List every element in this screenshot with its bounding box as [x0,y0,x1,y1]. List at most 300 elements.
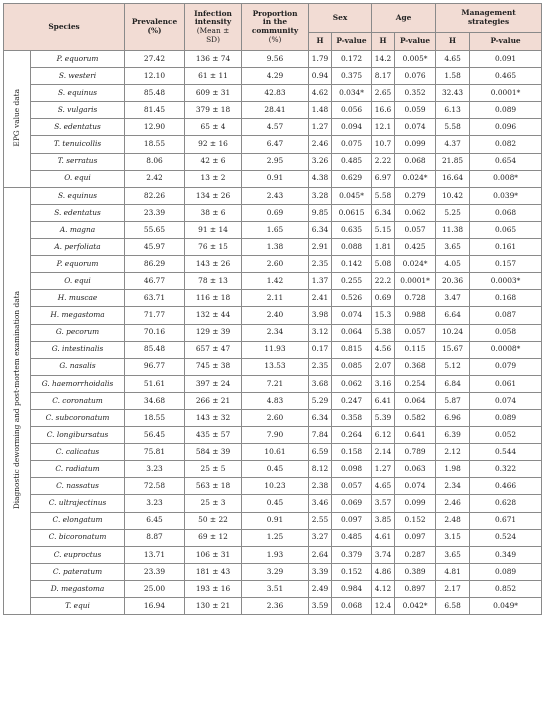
table-row [4,307,542,324]
species-cell: G. haemorrhoidalis [31,375,125,392]
sex-h-cell: 1.48 [309,102,332,119]
proportion-cell: 4.57 [242,119,309,136]
sex-p-cell: 0.815 [332,341,372,358]
intensity-cell: 116 ± 18 [185,290,242,307]
age-h-cell: 5.38 [372,324,395,341]
management-p-cell: 0.065 [470,221,542,238]
sex-h-cell: 1.37 [309,273,332,290]
table-row [4,461,542,478]
prevalence-cell: 3.23 [125,495,185,512]
age-p-cell: 0.068 [395,153,436,170]
species-cell: O. equi [31,170,125,187]
management-h-cell: 6.64 [436,307,470,324]
intensity-cell: 78 ± 13 [185,273,242,290]
proportion-cell: 2.95 [242,153,309,170]
management-p-cell: 0.096 [470,119,542,136]
intensity-header [185,4,242,51]
prevalence-cell: 81.45 [125,102,185,119]
prevalence-cell: 85.48 [125,85,185,102]
management-h-cell: 4.05 [436,256,470,273]
sex-p-cell: 0.526 [332,290,372,307]
management-h-cell: 6.84 [436,375,470,392]
age-p-cell: 0.042* [395,598,436,615]
prevalence-cell: 63.71 [125,290,185,307]
age-p-cell: 0.099 [395,136,436,153]
proportion-cell: 2.40 [242,307,309,324]
age-p-header: P-value [395,33,436,51]
sex-h-cell: 3.46 [309,495,332,512]
sex-h-cell: 3.12 [309,324,332,341]
table-row [4,221,542,238]
sex-p-cell: 0.485 [332,153,372,170]
intensity-cell: 25 ± 5 [185,461,242,478]
table-row [4,119,542,136]
proportion-cell: 1.42 [242,273,309,290]
management-h-cell: 1.58 [436,68,470,85]
intensity-cell: 745 ± 38 [185,358,242,375]
proportion-header-line2: in the [262,17,288,27]
intensity-header-line3: (Mean ± [196,26,230,35]
age-h-cell: 3.74 [372,546,395,563]
management-h-cell: 2.17 [436,580,470,597]
prevalence-cell: 96.77 [125,358,185,375]
intensity-cell: 69 ± 12 [185,529,242,546]
sex-p-cell: 0.056 [332,102,372,119]
sex-h-cell: 6.34 [309,409,332,426]
intensity-cell: 143 ± 32 [185,409,242,426]
age-p-cell: 0.057 [395,324,436,341]
prevalence-header [125,4,185,51]
sex-p-cell: 0.247 [332,392,372,409]
management-p-cell: 0.074 [470,392,542,409]
management-h-cell: 2.12 [436,444,470,461]
sex-header: Sex [309,4,372,33]
age-h-cell: 2.07 [372,358,395,375]
species-cell: S. edentatus [31,204,125,221]
age-p-cell: 0.005* [395,51,436,68]
intensity-cell: 609 ± 31 [185,85,242,102]
table-row [4,409,542,426]
management-p-cell: 0.068 [470,204,542,221]
management-h-cell: 20.36 [436,273,470,290]
management-p-cell: 0.039* [470,187,542,204]
species-cell: P. equorum [31,51,125,68]
sex-h-cell: 7.84 [309,427,332,444]
prevalence-cell: 71.77 [125,307,185,324]
proportion-cell: 2.11 [242,290,309,307]
management-p-cell: 0.0001* [470,85,542,102]
sex-h-cell: 3.28 [309,187,332,204]
prevalence-cell: 18.55 [125,409,185,426]
management-p-cell: 0.049* [470,598,542,615]
proportion-header [242,4,309,51]
management-h-cell: 21.85 [436,153,470,170]
sex-p-cell: 0.088 [332,239,372,256]
prevalence-cell: 2.42 [125,170,185,187]
management-p-cell: 0.524 [470,529,542,546]
management-p-cell: 0.082 [470,136,542,153]
sex-h-cell: 2.38 [309,478,332,495]
proportion-cell: 3.29 [242,563,309,580]
sex-p-cell: 0.045* [332,187,372,204]
sex-p-header: P-value [332,33,372,51]
table-row [4,529,542,546]
prevalence-cell: 51.61 [125,375,185,392]
age-p-cell: 0.897 [395,580,436,597]
sex-h-cell: 1.27 [309,119,332,136]
group-label-cell [4,187,31,614]
sex-h-cell: 2.46 [309,136,332,153]
species-cell: S. equinus [31,187,125,204]
age-h-cell: 3.85 [372,512,395,529]
table-row [4,187,542,204]
proportion-cell: 0.91 [242,512,309,529]
intensity-cell: 61 ± 11 [185,68,242,85]
proportion-header-line3: community [251,26,299,35]
age-p-cell: 0.076 [395,68,436,85]
species-cell: S. vulgaris [31,102,125,119]
management-h-cell: 10.24 [436,324,470,341]
age-h-cell: 1.27 [372,461,395,478]
intensity-cell: 136 ± 74 [185,51,242,68]
age-h-cell: 5.39 [372,409,395,426]
sex-h-cell: 2.41 [309,290,332,307]
prevalence-header-line1: Prevalence [131,17,178,27]
sex-h-cell: 3.98 [309,307,332,324]
management-h-cell: 5.87 [436,392,470,409]
sex-p-cell: 0.629 [332,170,372,187]
table-row [4,239,542,256]
age-p-cell: 0.279 [395,187,436,204]
age-p-cell: 0.062 [395,204,436,221]
species-cell: S. edentatus [31,119,125,136]
proportion-header-line4: (%) [268,34,282,44]
management-h-cell: 6.39 [436,427,470,444]
age-p-cell: 0.789 [395,444,436,461]
species-header: Species [4,4,125,51]
table-row [4,546,542,563]
management-p-cell: 0.322 [470,461,542,478]
sex-h-cell: 3.68 [309,375,332,392]
sex-h-cell: 3.27 [309,529,332,546]
sex-p-cell: 0.094 [332,119,372,136]
prevalence-cell: 12.90 [125,119,185,136]
sex-p-cell: 0.075 [332,136,372,153]
group-label: EPG value data [11,88,21,147]
prevalence-cell: 55.65 [125,221,185,238]
intensity-cell: 193 ± 16 [185,580,242,597]
prevalence-cell: 86.29 [125,256,185,273]
management-p-cell: 0.089 [470,102,542,119]
sex-h-cell: 2.55 [309,512,332,529]
management-p-cell: 0.091 [470,51,542,68]
table-row [4,358,542,375]
age-h-cell: 22.2 [372,273,395,290]
sex-h-cell: 4.38 [309,170,332,187]
species-cell: C. subcoronatum [31,409,125,426]
age-p-cell: 0.115 [395,341,436,358]
sex-p-cell: 0.097 [332,512,372,529]
species-cell: O. equi [31,273,125,290]
sex-p-cell: 0.085 [332,358,372,375]
prevalence-cell: 16.94 [125,598,185,615]
species-cell: D. megastoma [31,580,125,597]
table-row [4,204,542,221]
table-row [4,256,542,273]
management-p-cell: 0.079 [470,358,542,375]
management-p-cell: 0.852 [470,580,542,597]
table-row [4,102,542,119]
sex-h-cell: 2.35 [309,358,332,375]
species-cell: G. intestinalis [31,341,125,358]
intensity-cell: 13 ± 2 [185,170,242,187]
age-p-cell: 0.057 [395,221,436,238]
species-cell: C. calicatus [31,444,125,461]
table-row [4,170,542,187]
management-h-cell: 4.81 [436,563,470,580]
species-cell: S. westeri [31,68,125,85]
table-row [4,375,542,392]
age-p-cell: 0.582 [395,409,436,426]
sex-h-cell: 6.59 [309,444,332,461]
sex-h-header: H [309,33,332,51]
proportion-cell: 0.69 [242,204,309,221]
proportion-cell: 10.61 [242,444,309,461]
species-cell: H. muscae [31,290,125,307]
intensity-cell: 181 ± 43 [185,563,242,580]
age-p-cell: 0.064 [395,392,436,409]
table-row [4,136,542,153]
management-h-cell: 1.98 [436,461,470,478]
age-h-header: H [372,33,395,51]
group-label-cell [4,51,31,188]
species-cell: A. magna [31,221,125,238]
intensity-cell: 38 ± 6 [185,204,242,221]
prevalence-cell: 23.39 [125,204,185,221]
management-h-cell: 16.64 [436,170,470,187]
proportion-cell: 1.38 [242,239,309,256]
management-p-cell: 0.628 [470,495,542,512]
age-h-cell: 4.56 [372,341,395,358]
species-cell: A. perfoliata [31,239,125,256]
age-p-cell: 0.024* [395,170,436,187]
age-p-cell: 0.152 [395,512,436,529]
proportion-cell: 1.93 [242,546,309,563]
sex-h-cell: 1.79 [309,51,332,68]
age-h-cell: 2.65 [372,85,395,102]
intensity-cell: 563 ± 18 [185,478,242,495]
species-cell: G. pecorum [31,324,125,341]
management-header-line1: Management [461,8,516,18]
age-h-cell: 4.65 [372,478,395,495]
age-h-cell: 3.57 [372,495,395,512]
proportion-header-line1: Proportion [252,8,298,18]
intensity-cell: 92 ± 16 [185,136,242,153]
management-h-cell: 5.58 [436,119,470,136]
sex-h-cell: 2.35 [309,256,332,273]
table-row [4,153,542,170]
sex-p-cell: 0.0615 [332,204,372,221]
sex-h-cell: 3.26 [309,153,332,170]
intensity-cell: 143 ± 26 [185,256,242,273]
sex-h-cell: 8.12 [309,461,332,478]
table-row [4,478,542,495]
intensity-cell: 129 ± 39 [185,324,242,341]
age-h-cell: 5.58 [372,187,395,204]
sex-p-cell: 0.057 [332,478,372,495]
prevalence-cell: 23.39 [125,563,185,580]
intensity-cell: 132 ± 44 [185,307,242,324]
age-h-cell: 2.14 [372,444,395,461]
sex-p-cell: 0.069 [332,495,372,512]
intensity-cell: 42 ± 6 [185,153,242,170]
management-h-cell: 5.25 [436,204,470,221]
sex-h-cell: 4.62 [309,85,332,102]
age-p-cell: 0.074 [395,478,436,495]
prevalence-cell: 46.77 [125,273,185,290]
prevalence-cell: 13.71 [125,546,185,563]
management-p-cell: 0.157 [470,256,542,273]
age-p-cell: 0.099 [395,495,436,512]
intensity-cell: 25 ± 3 [185,495,242,512]
proportion-cell: 11.93 [242,341,309,358]
table-row [4,512,542,529]
management-h-cell: 2.48 [436,512,470,529]
management-h-cell: 6.96 [436,409,470,426]
species-cell: C. elongatum [31,512,125,529]
prevalence-cell: 8.87 [125,529,185,546]
management-p-cell: 0.052 [470,427,542,444]
table-row [4,580,542,597]
age-h-cell: 3.16 [372,375,395,392]
proportion-cell: 2.60 [242,256,309,273]
proportion-cell: 28.41 [242,102,309,119]
table-row [4,392,542,409]
intensity-cell: 657 ± 47 [185,341,242,358]
intensity-cell: 379 ± 18 [185,102,242,119]
prevalence-cell: 56.45 [125,427,185,444]
management-header [436,4,542,33]
table-row [4,324,542,341]
table-body [4,51,542,615]
management-h-cell: 15.67 [436,341,470,358]
age-p-cell: 0.287 [395,546,436,563]
management-p-cell: 0.671 [470,512,542,529]
species-cell: C. longibursatus [31,427,125,444]
age-p-cell: 0.425 [395,239,436,256]
management-h-cell: 6.58 [436,598,470,615]
age-h-cell: 4.86 [372,563,395,580]
age-h-cell: 0.69 [372,290,395,307]
age-h-cell: 1.81 [372,239,395,256]
proportion-cell: 2.43 [242,187,309,204]
table-row [4,85,542,102]
intensity-cell: 266 ± 21 [185,392,242,409]
sex-p-cell: 0.358 [332,409,372,426]
prevalence-cell: 27.42 [125,51,185,68]
age-h-cell: 6.12 [372,427,395,444]
sex-p-cell: 0.062 [332,375,372,392]
intensity-cell: 106 ± 31 [185,546,242,563]
management-p-cell: 0.061 [470,375,542,392]
prevalence-cell: 8.06 [125,153,185,170]
age-p-cell: 0.368 [395,358,436,375]
table-row [4,495,542,512]
sex-p-cell: 0.485 [332,529,372,546]
table-row [4,444,542,461]
intensity-cell: 130 ± 21 [185,598,242,615]
proportion-cell: 4.83 [242,392,309,409]
sex-p-cell: 0.264 [332,427,372,444]
sex-h-cell: 0.17 [309,341,332,358]
management-h-cell: 2.46 [436,495,470,512]
proportion-cell: 9.56 [242,51,309,68]
species-cell: H. megastoma [31,307,125,324]
sex-p-cell: 0.379 [332,546,372,563]
species-cell: C. coronatum [31,392,125,409]
management-header-line2: strategies [467,17,510,26]
management-h-cell: 4.37 [436,136,470,153]
age-h-cell: 2.22 [372,153,395,170]
proportion-cell: 42.83 [242,85,309,102]
intensity-cell: 50 ± 22 [185,512,242,529]
species-cell: G. nasalis [31,358,125,375]
age-h-cell: 6.41 [372,392,395,409]
management-p-cell: 0.0008* [470,341,542,358]
age-p-cell: 0.728 [395,290,436,307]
proportion-cell: 3.51 [242,580,309,597]
age-h-cell: 10.7 [372,136,395,153]
table-row [4,68,542,85]
management-h-cell: 2.34 [436,478,470,495]
sex-p-cell: 0.172 [332,51,372,68]
intensity-cell: 584 ± 39 [185,444,242,461]
intensity-cell: 76 ± 15 [185,239,242,256]
prevalence-cell: 82.26 [125,187,185,204]
management-p-cell: 0.544 [470,444,542,461]
age-p-cell: 0.024* [395,256,436,273]
proportion-cell: 0.45 [242,461,309,478]
sex-h-cell: 2.91 [309,239,332,256]
prevalence-cell: 85.48 [125,341,185,358]
intensity-header-line2: intensity [194,17,232,27]
management-p-cell: 0.465 [470,68,542,85]
prevalence-cell: 12.10 [125,68,185,85]
age-p-cell: 0.389 [395,563,436,580]
proportion-cell: 1.25 [242,529,309,546]
management-p-cell: 0.654 [470,153,542,170]
species-cell: P. equorum [31,256,125,273]
species-cell: C. radiatum [31,461,125,478]
age-p-cell: 0.097 [395,529,436,546]
age-h-cell: 12.1 [372,119,395,136]
management-p-header: P-value [470,33,542,51]
proportion-cell: 2.36 [242,598,309,615]
management-h-cell: 6.13 [436,102,470,119]
sex-p-cell: 0.158 [332,444,372,461]
management-p-cell: 0.008* [470,170,542,187]
prevalence-header-line2: (%) [147,26,162,35]
management-p-cell: 0.466 [470,478,542,495]
intensity-header-line1: Infection [194,8,232,18]
table-row [4,598,542,615]
sex-h-cell: 3.39 [309,563,332,580]
age-h-cell: 5.15 [372,221,395,238]
management-p-cell: 0.168 [470,290,542,307]
proportion-cell: 2.60 [242,409,309,426]
age-p-cell: 0.352 [395,85,436,102]
age-h-cell: 15.3 [372,307,395,324]
